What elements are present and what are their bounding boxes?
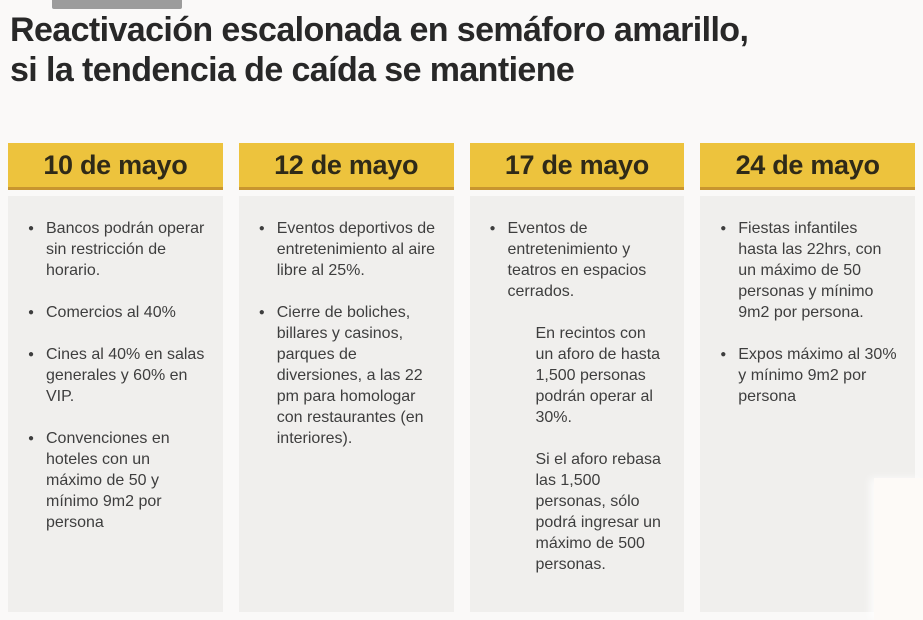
title-line-1: Reactivación escalonada en semáforo amarillo, — [10, 11, 749, 49]
item-text: Expos máximo al 30% y mínimo 9m2 por persona — [738, 346, 897, 405]
bullet-dot-icon: ● — [28, 433, 35, 444]
bullet-item — [700, 218, 905, 323]
indented-note — [470, 449, 675, 575]
item-text: Si el aforo rebasa las 1,500 personas, sólo podrá ingresar un máximo de 500 personas. — [535, 451, 661, 573]
column-17-de-mayo — [470, 143, 685, 612]
column-10-de-mayo — [8, 143, 223, 612]
video-overlay-bar — [52, 0, 182, 9]
bullet-dot-icon: ● — [28, 307, 35, 318]
corner-overlay — [874, 478, 923, 620]
bullet-dot-icon: ● — [489, 223, 496, 234]
item-text: Cierre de boliches, billares y casinos, parques de diversiones, a las 22 pm para homologar con restaurantes (en interiores). — [276, 304, 424, 447]
column-12-de-mayo — [239, 143, 454, 612]
title-line-2: si la tendencia de caída se mantiene — [10, 51, 575, 90]
column-header-date: 12 de mayo — [239, 143, 454, 190]
item-text: Fiestas infantiles hasta las 22hrs, con un máximo de 50 personas y mínimo 9m2 por persona. — [738, 220, 882, 321]
slide-title — [10, 10, 910, 90]
column-body — [470, 196, 685, 612]
item-text: Eventos de entretenimiento y teatros en espacios cerrados. — [507, 220, 647, 300]
schedule-columns — [8, 143, 915, 612]
bullet-item — [8, 302, 213, 323]
bullet-dot-icon: ● — [258, 307, 265, 318]
bullet-item — [470, 218, 675, 302]
column-header-date: 17 de mayo — [470, 143, 685, 190]
bullet-item — [8, 428, 213, 533]
item-text: Eventos deportivos de entretenimiento al aire libre al 25%. — [276, 220, 436, 279]
bullet-item — [700, 344, 905, 407]
column-body — [239, 196, 454, 612]
bullet-dot-icon: ● — [28, 349, 35, 360]
bullet-dot-icon: ● — [28, 223, 35, 234]
bullet-item — [8, 344, 213, 407]
bullet-dot-icon: ● — [258, 223, 265, 234]
bullet-dot-icon: ● — [720, 223, 727, 234]
item-text: Bancos podrán operar sin restricción de horario. — [46, 220, 205, 279]
column-body — [8, 196, 223, 612]
item-text: En recintos con un aforo de hasta 1,500 personas podrán operar al 30%. — [535, 325, 661, 426]
item-text: Cines al 40% en salas generales y 60% en VIP. — [46, 346, 205, 405]
column-header-date: 24 de mayo — [700, 143, 915, 190]
item-text: Comercios al 40% — [46, 304, 176, 321]
bullet-dot-icon: ● — [720, 349, 727, 360]
bullet-item — [8, 218, 213, 281]
column-header-date: 10 de mayo — [8, 143, 223, 190]
bullet-item — [239, 302, 444, 449]
item-text: Convenciones en hoteles con un máximo de 50 y mínimo 9m2 por persona — [46, 430, 170, 531]
indented-note — [470, 323, 675, 428]
bullet-item — [239, 218, 444, 281]
